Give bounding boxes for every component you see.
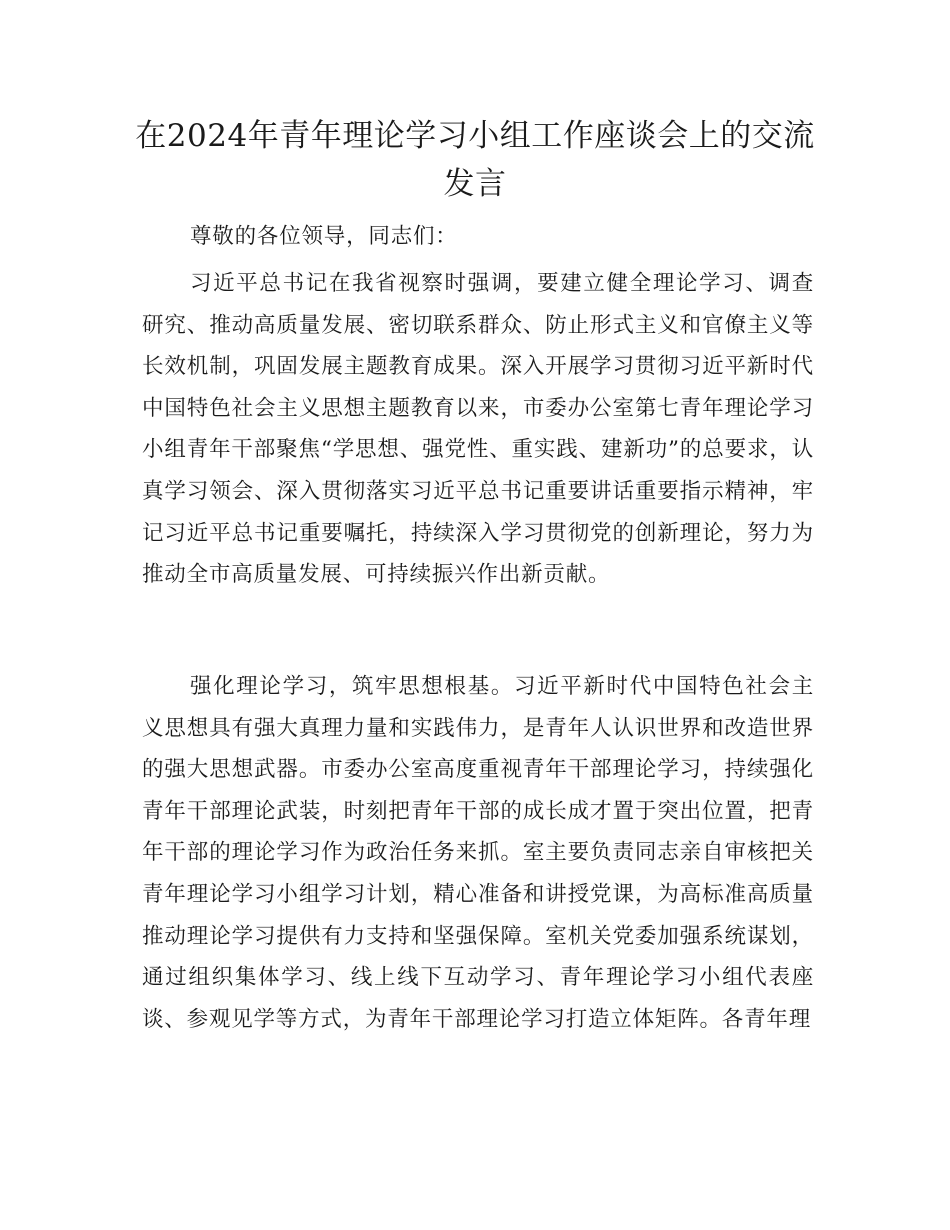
paragraph-2: 强化理论学习，筑牢思想根基。习近平新时代中国特色社会主义思想具有强大真理力量和实践伟力，是青年人认识世界和改造世界的强大思想武器。市委办公室高度重视青年干部理论学习，持续强化青年干部理论武装，时刻把青年干部的成长成才置于突出位置，把青年干部的理论学习作为政治任务来抓。室主要负责同志亲自审核把关青年理论学习小组学习计划，精心准备和讲授党课，为高标准高质量推动理论学习提供有力支持和坚强保障。室机关党委加强系统谋划，通过组织集体学习、线上线下互动学习、青年理论学习小组代表座谈、参观见学等方式，为青年干部理论学习打造立体矩阵。各青年理 (142, 674, 814, 1032)
paragraph-1: 习近平总书记在我省视察时强调，要建立健全理论学习、调查研究、推动高质量发展、密切联系群众、防止形式主义和官僚主义等长效机制，巩固发展主题教育成果。深入开展学习贯彻习近平新时代中国特色社会主义思想主题教育以来，市委办公室第七青年理论学习小组青年干部聚焦“学思想、强党性、重实践、建新功”的总要求，认真学习领会、深入贯彻落实习近平总书记重要讲话重要指示精神，牢记习近平总书记重要嘱托，持续深入学习贯彻党的创新理论，努力为推动全市高质量发展、可持续振兴作出新贡献。 (142, 271, 814, 588)
salutation: 尊敬的各位领导，同志们： (190, 224, 458, 249)
document-title: 在2024年青年理论学习小组工作座谈会上的交流发言 (135, 118, 815, 202)
